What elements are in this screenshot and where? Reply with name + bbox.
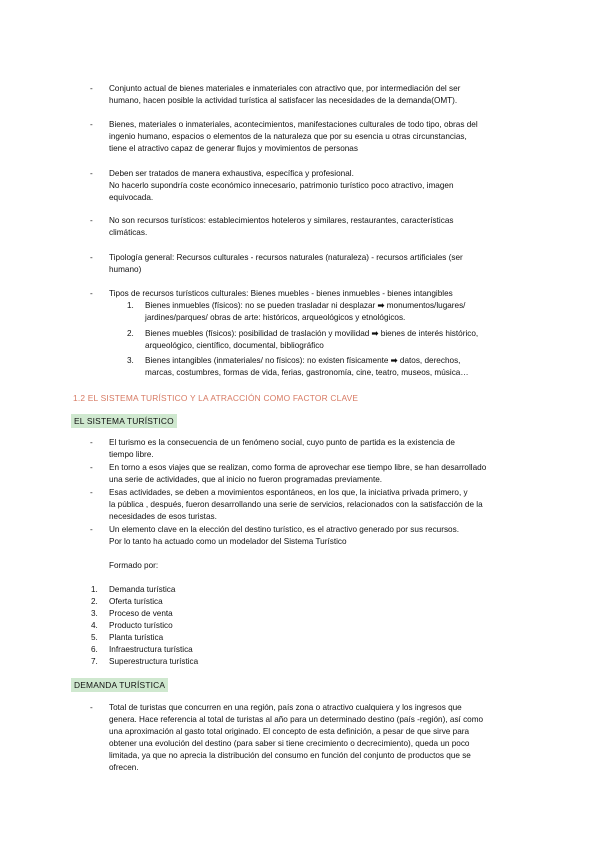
text-line: arqueológico, científico, documental, bibliográfico [145,341,324,350]
list-item-label: Planta turística [109,633,164,642]
bullet-actividades [90,487,530,523]
list-item-label: Infraestructura turística [109,645,193,654]
bullet-total-turistas [90,702,530,774]
text-line: jardines/parques/ obras de arte: históricos, arqueológicos y etnológicos. [145,313,406,322]
text-line: la pública , después, fueron desarrollando una serie de servicios, relacionados con la satisfacción de la [109,500,483,509]
text-line: obtener una evolución del destino (para saber si tiene crecimiento o decrecimiento), queda un poco [109,739,470,748]
bullet-turismo-consecuencia [90,437,530,461]
text-line: climáticas. [109,228,148,237]
list-item-label: Superestructura turística [109,657,199,666]
text-line: El turismo es la consecuencia de un fenómeno social, cuyo punto de partida es la existencia de [109,438,455,447]
text-line: Tipología general: Recursos culturales - recursos naturales (naturaleza) - recursos artificiales (ser [109,253,463,262]
arrow-right-icon: ➡ [377,301,385,310]
bullet-dash: - [90,253,93,262]
bullet-tratados [90,168,530,204]
bullet-dash: - [90,84,93,93]
heading-demanda-turistica: DEMANDA TURÍSTICA [71,678,168,692]
list-item [91,596,198,608]
bullet-dash: - [90,463,93,472]
text-line: No hacerlo supondría coste económico innecesario, patrimonio turístico poco atractivo, imagen [109,181,454,190]
list-item [91,632,198,644]
list-number: 3. [91,609,98,618]
tipo-item-inmuebles [127,300,537,324]
text-line: En torno a esos viajes que se realizan, como forma de aprovechar ese tiempo libre, se han desarrollado [109,463,487,472]
list-number: 2. [91,597,98,606]
text-line: Tipos de recursos turísticos culturales: Bienes muebles - bienes inmuebles - bienes intangibles [109,289,453,298]
bullet-dash: - [90,488,93,497]
list-number: 4. [91,621,98,630]
tipo-item-intangibles [127,355,537,379]
list-item [91,656,198,668]
arrow-right-icon: ➡ [371,329,379,338]
list-number: 1. [91,585,98,594]
formado-list [91,584,198,668]
text-line: tiene el atractivo capaz de generar flujos y movimientos de personas [109,144,358,153]
bullet-no-son-recursos [90,215,530,239]
list-item-label: Demanda turística [109,585,176,594]
bullet-dash: - [90,525,93,534]
text-line: marcas, costumbres, formas de vida, ferias, gastronomía, cine, teatro, museos, música… [145,368,469,377]
bullet-bienes [90,119,530,155]
text-line: monumentos/lugares/ [384,301,466,310]
bullet-dash: - [90,438,93,447]
bullet-viajes [90,462,530,486]
list-item-label: Proceso de venta [109,609,173,618]
text-line: tiempo libre. [109,450,154,459]
text-line: ofrecen. [109,763,139,772]
text-line: No son recursos turísticos: establecimientos hoteleros y similares, restaurantes, características [109,216,454,225]
list-number: 2. [127,329,134,338]
text-line: Esas actividades, se deben a movimientos espontáneos, en los que, la iniciativa privada primero, y [109,488,468,497]
text-line: humano, hacen posible la actividad turística al satisfacer las necesidades de la demanda(OMT). [109,96,458,105]
list-item [91,608,198,620]
list-item [91,620,198,632]
text-line: genera. Hace referencia al total de turistas al año para un determinado destino (país -región), así como [109,715,484,724]
list-number: 3. [127,356,134,365]
list-item-label: Oferta turística [109,597,163,606]
list-number: 6. [91,645,98,654]
text-line: Bienes intangibles (inmateriales/ no físicos): no existen físicamente [145,356,391,365]
tipo-item-muebles [127,328,537,352]
section-title: 1.2 EL SISTEMA TURÍSTICO Y LA ATRACCIÓN COMO FACTOR CLAVE [73,393,359,403]
list-item-label: Producto turístico [109,621,173,630]
bullet-dash: - [90,703,93,712]
text-line: Total de turistas que concurren en una región, país zona o atractivo cualquiera y los ingresos que [109,703,462,712]
heading-sistema-turistico: EL SISTEMA TURÍSTICO [71,414,177,428]
list-number: 1. [127,301,134,310]
text-line: Bienes inmuebles (físicos): no se pueden trasladar ni desplazar [145,301,378,310]
text-line: bienes de interés histórico, [378,329,479,338]
bullet-dash: - [90,169,93,178]
text-line: equivocada. [109,193,154,202]
arrow-right-icon: ➡ [390,356,398,365]
text-line: limitada, ya que no aprecia la distribución del consumo en función del conjunto de productos que se [109,751,471,760]
text-line: Por lo tanto ha actuado como un modelador del Sistema Turístico [109,537,347,546]
bullet-tipos-recursos [90,288,530,300]
list-number: 5. [91,633,98,642]
list-item [91,584,198,596]
list-number: 7. [91,657,98,666]
list-item [91,644,198,656]
text-line: ingenio humano, espacios o elementos de la naturaleza que por su esencia u otras circunstancias, [109,132,467,141]
text-line: una serie de actividades, que al inicio no fueron programadas previamente. [109,475,383,484]
text-line: datos, derechos, [397,356,461,365]
bullet-dash: - [90,216,93,225]
formado-por-label: Formado por: [109,561,159,570]
text-line: Deben ser tratados de manera exhaustiva, específica y profesional. [109,169,354,178]
text-line: Un elemento clave en la elección del destino turístico, es el atractivo generado por sus recursos. [109,525,459,534]
text-line: Bienes, materiales o inmateriales, acontecimientos, manifestaciones culturales de todo tipo, obras del [109,120,478,129]
text-line: Bienes muebles (físicos): posibilidad de traslación y movilidad [145,329,372,338]
text-line: una aproximación al gasto total originado. El concepto de esta definición, a pesar de que sirve para [109,727,470,736]
bullet-dash: - [90,289,93,298]
text-line: necesidades de esos turistas. [109,512,217,521]
bullet-elemento-clave [90,524,530,548]
bullet-tipologia [90,252,530,276]
bullet-dash: - [90,120,93,129]
text-line: humano) [109,265,142,274]
bullet-definicion-omt [90,83,530,107]
text-line: Conjunto actual de bienes materiales e inmateriales con atractivo que, por intermediación del ser [109,84,461,93]
